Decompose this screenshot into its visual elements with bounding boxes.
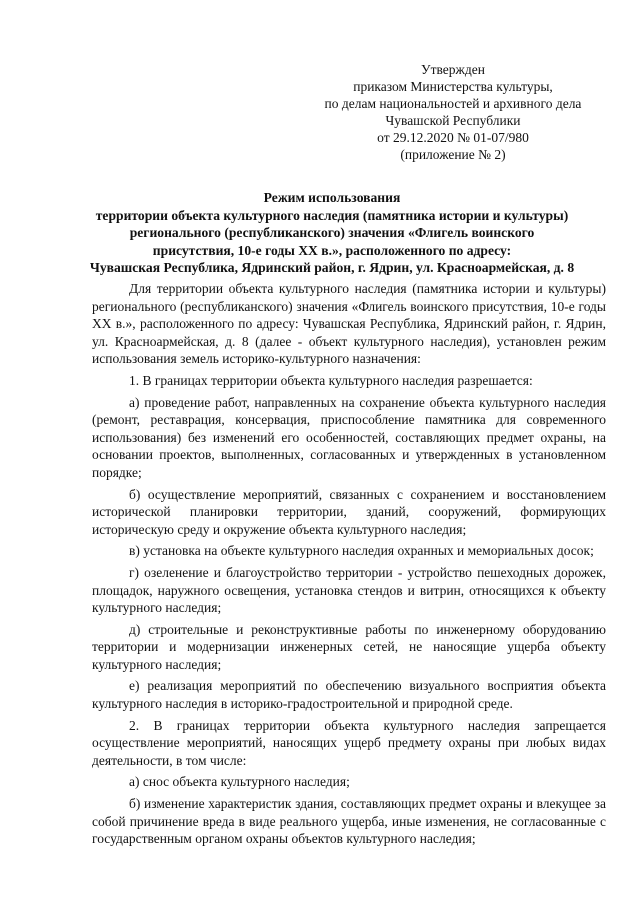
title-line: Режим использования <box>263 190 401 205</box>
section-2-item-b: б) изменение характеристик здания, составляющих предмет охраны и влекущее за собой причинение вреда в виде реального ущерба, иные изменения, не согласованные с государственным органом охраны объектов культурного наследия; <box>92 796 606 847</box>
title-line: присутствия, 10-е годы XX в.», расположенного по адресу: <box>152 242 512 258</box>
section-1-item-f: е) реализация мероприятий по обеспечению визуального восприятия объекта культурного наследия в историко-градостроительной и природной среде. <box>92 678 606 712</box>
approval-line: Утвержден <box>421 62 485 77</box>
approval-line: от 29.12.2020 № 01-07/980 <box>377 130 529 146</box>
document-title <box>52 189 612 277</box>
section-1-item-b: б) осуществление мероприятий, связанных с сохранением и восстановлением исторической планировки территории, зданий, сооружений, формирующих историческую среду и окружение объекта культурного наследия; <box>92 486 606 537</box>
section-2-heading: 2. В границах территории объекта культурного наследия запрещается осуществление мероприятий, наносящих ущерб предмету охраны при любых видах деятельности, в том числе: <box>92 717 606 768</box>
section-1-heading: 1. В границах территории объекта культурного наследия разрешается: <box>129 372 533 388</box>
approval-line: Чувашской Республики <box>385 113 521 129</box>
section-2-item-a: а) снос объекта культурного наследия; <box>129 774 350 790</box>
section-1-item-a: а) проведение работ, направленных на сохранение объекта культурного наследия (ремонт, реставрация, консервация, приспособление памятника для современного использования) без изменений его особенностей, составляющих предмет охраны, на основании проектов, выполненных, согласованных и утвержденных в установленном порядке; <box>92 394 606 480</box>
section-1-item-c: в) установка на объекте культурного наследия охранных и мемориальных досок; <box>129 543 594 559</box>
approval-line: приказом Министерства культуры, <box>353 79 553 95</box>
title-line: Чувашская Республика, Ядринский район, г. Ядрин, ул. Красноармейская, д. 8 <box>89 260 575 276</box>
approval-line: по делам национальностей и архивного дела <box>324 96 582 112</box>
intro-paragraph: Для территории объекта культурного наследия (памятника истории и культуры) регионального (республиканского) значения «Флигель воинского присутствия, 10-е годы XX в.», расположенного по адресу: Чувашская Республика, Ядринский район, г. Ядрин, ул. Красноармейская, д. 8 (далее - объект культурного наследия), установлен режим использования земель историко-культурного назначения: <box>92 281 606 367</box>
document-body <box>92 280 606 848</box>
approval-block <box>300 61 606 164</box>
approval-line: (приложение № 2) <box>400 147 506 163</box>
section-1-item-d: г) озеленение и благоустройство территории - устройство пешеходных дорожек, площадок, наружного освещения, установка стендов и витрин, относящихся к объекту культурного наследия; <box>92 564 606 616</box>
section-1-item-e: д) строительные и реконструктивные работы по инженерному оборудованию территории и модернизации инженерных сетей, не наносящие ущерба объекту культурного наследия; <box>92 621 606 672</box>
title-line: регионального (республиканского) значения «Флигель воинского <box>129 225 535 241</box>
title-line: территории объекта культурного наследия (памятника истории и культуры) <box>95 207 569 223</box>
